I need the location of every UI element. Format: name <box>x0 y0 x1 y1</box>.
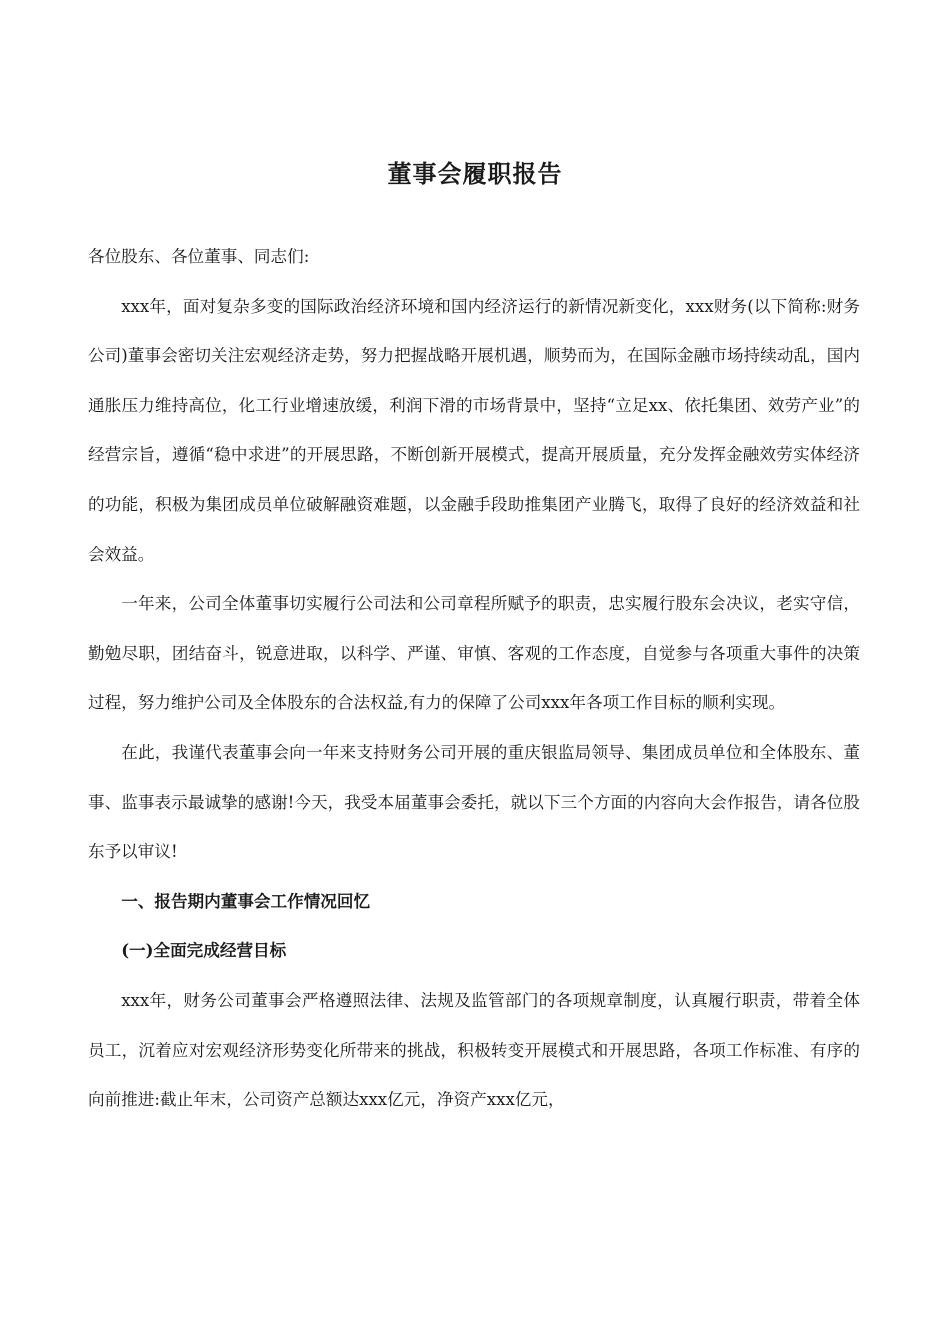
section-heading: 一、报告期内董事会工作情况回忆 <box>121 890 371 911</box>
paragraph-3: 在此，我谨代表董事会向一年来支持财务公司开展的重庆银监局领导、集团成员单位和全体股东、董事、监事表示最诚挚的感谢!今天，我受本届董事会委托，就以下三个方面的内容向大会作报告，请各位股东予以审议! <box>88 742 860 862</box>
paragraph-4: xxx年，财务公司董事会严格遵照法律、法规及监管部门的各项规章制度，认真履行职责，带着全体员工，沉着应对宏观经济形势变化所带来的挑战，积极转变开展模式和开展思路，各项工作标准、有序的向前推进:截止年末，公司资产总额达xxx亿元，净资产xxx亿元， <box>88 990 860 1110</box>
paragraph-1: xxx年，面对复杂多变的国际政治经济环境和国内经济运行的新情况新变化，xxx财务(以下简称:财务公司)董事会密切关注宏观经济走势，努力把握战略开展机遇，顺势而为，在国际金融市场持续动乱，国内通胀压力维持高位，化工行业增速放缓，利润下滑的市场背景中，坚持“立足xx、依托集团、效劳产业”的经营宗旨，遵循“稳中求进”的开展思路，不断创新开展模式，提高开展质量，充分发挥金融效劳实体经济的功能，积极为集团成员单位破解融资难题，以金融手段助推集团产业腾飞，取得了良好的经济效益和社会效益。 <box>88 296 860 564</box>
document-body <box>88 232 860 1125</box>
paragraph-2: 一年来，公司全体董事切实履行公司法和公司章程所赋予的职责，忠实履行股东会决议，老实守信，勤勉尽职，团结奋斗，锐意进取，以科学、严谨、审慎、客观的工作态度，自觉参与各项重大事件的决策过程，努力维护公司及全体股东的合法权益,有力的保障了公司xxx年各项工作目标的顺利实现。 <box>88 594 860 713</box>
subsection-heading: (一)全面完成经营目标 <box>121 940 287 961</box>
salutation: 各位股东、各位董事、同志们: <box>88 247 310 266</box>
document-title: 董事会履职报告 <box>387 159 563 188</box>
